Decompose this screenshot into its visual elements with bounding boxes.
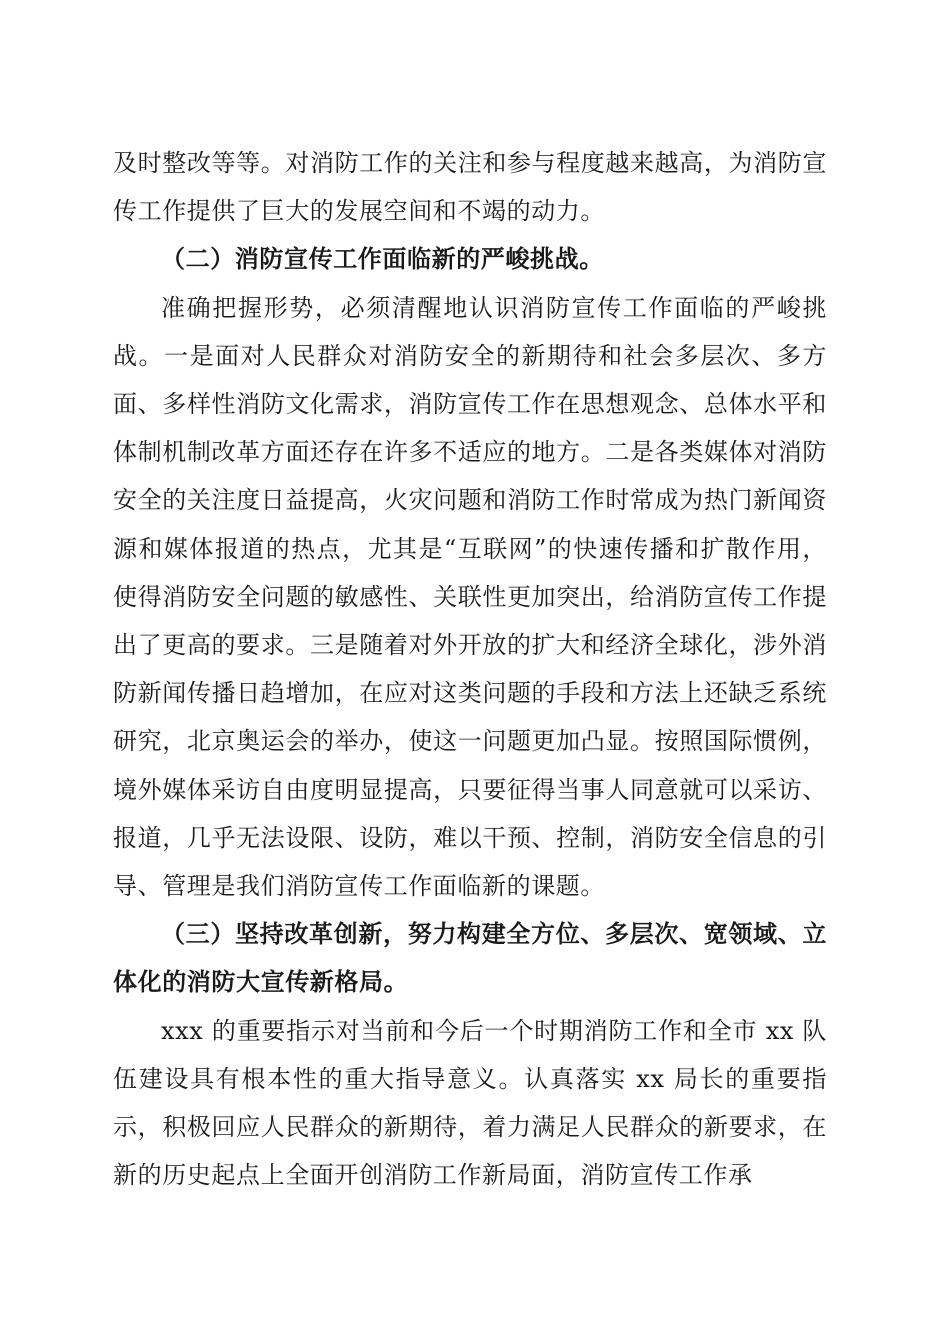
section-heading-3: （三）坚持改革创新，努力构建全方位、多层次、宽领域、立体化的消防大宣传新格局。 bbox=[113, 919, 827, 997]
document-body bbox=[113, 139, 827, 1199]
section-heading-2: （二）消防宣传工作面临新的严峻挑战。 bbox=[161, 244, 604, 274]
paragraph-continuation: 及时整改等等。对消防工作的关注和参与程度越来越高，为消防宣传工作提供了巨大的发展空间和不竭的动力。 bbox=[113, 149, 827, 226]
paragraph-challenges: 准确把握形势，必须清醒地认识消防宣传工作面临的严峻挑战。一是面对人民群众对消防安全的新期待和社会多层次、多方面、多样性消防文化需求，消防宣传工作在思想观念、总体水平和体制机制改革方面还存在许多不适应的地方。二是各类媒体对消防安全的关注度日益提高，火灾问题和消防工作时常成为热门新闻资源和媒体报道的热点，尤其是“互联网”的快速传播和扩散作用，使得消防安全问题的敏感性、关联性更加突出，给消防宣传工作提出了更高的要求。三是随着对外开放的扩大和经济全球化，涉外消防新闻传播日趋增加，在应对这类问题的手段和方法上还缺乏系统研究，北京奥运会的举办，使这一问题更加凸显。按照国际惯例，境外媒体采访自由度明显提高，只要征得当事人同意就可以采访、报道，几乎无法设限、设防，难以干预、控制，消防安全信息的引导、管理是我们消防宣传工作面临新的课题。 bbox=[113, 293, 827, 901]
paragraph-reform: xxx 的重要指示对当前和今后一个时期消防工作和全市 xx 队伍建设具有根本性的重大指导意义。认真落实 xx 局长的重要指示，积极回应人民群众的新期待，着力满足人民群众的新要求，在新的历史起点上全面开创消防工作新局面，消防宣传工作承 bbox=[113, 1016, 827, 1190]
